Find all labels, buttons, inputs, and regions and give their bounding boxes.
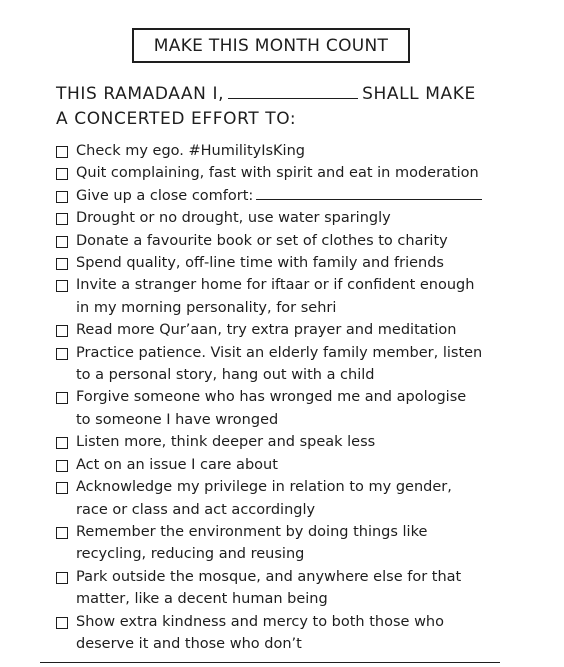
checklist-item-text	[76, 207, 391, 229]
checklist-item	[56, 252, 526, 274]
checklist-item-text	[76, 566, 461, 611]
pledge-line-2: A CONCERTED EFFORT TO:	[56, 109, 297, 129]
checklist-item-label: deserve it and those who don’t	[76, 635, 302, 652]
checklist-item-line	[76, 207, 391, 229]
checklist-item	[56, 140, 526, 162]
checkbox[interactable]	[56, 168, 68, 180]
checklist-item-text	[76, 252, 444, 274]
checklist-item-label: Practice patience. Visit an elderly family member, listen	[76, 344, 483, 361]
checklist-item-text	[76, 274, 474, 319]
checklist-item-label: Read more Qur’aan, try extra prayer and meditation	[76, 322, 457, 339]
checklist-item-line	[76, 319, 456, 341]
checklist-item-label: to someone I have wronged	[76, 411, 279, 428]
checklist-item-text	[76, 476, 452, 521]
checklist	[56, 140, 526, 655]
checklist-item-text	[76, 319, 456, 341]
checklist-item-label: race or class and act accordingly	[76, 501, 316, 518]
checkbox[interactable]	[56, 146, 68, 158]
checkbox[interactable]	[56, 213, 68, 225]
pledge-end: SHALL MAKE	[362, 84, 476, 104]
checklist-item-label: Show extra kindness and mercy to both those who	[76, 613, 444, 630]
checklist-item	[56, 207, 526, 229]
checklist-item-label: Forgive someone who has wronged me and apologise	[76, 389, 467, 406]
checklist-item	[56, 566, 526, 611]
checkbox[interactable]	[56, 236, 68, 248]
checklist-item-line	[76, 431, 375, 453]
checklist-item-text	[76, 342, 482, 387]
checklist-item-label: Spend quality, off-line time with family and friends	[76, 255, 444, 272]
checklist-item-line	[76, 566, 461, 588]
checklist-item	[56, 476, 526, 521]
page-title: MAKE THIS MONTH COUNT	[153, 35, 389, 56]
checkbox[interactable]	[56, 460, 68, 472]
checkbox[interactable]	[56, 392, 68, 404]
checkbox[interactable]	[56, 482, 68, 494]
checklist-item-line	[76, 162, 479, 184]
checklist-item-label: matter, like a decent human being	[76, 591, 328, 608]
checklist-item	[56, 431, 526, 453]
checkbox[interactable]	[56, 527, 68, 539]
checklist-item	[56, 521, 526, 566]
checklist-item-label: Donate a favourite book or set of clothes to charity	[76, 232, 448, 249]
checklist-item-text	[76, 611, 444, 656]
checklist-item-label: to a personal story, hang out with a child	[76, 367, 375, 384]
checklist-item	[56, 454, 526, 476]
checklist-item-line	[76, 611, 444, 633]
checklist-item-line	[76, 409, 466, 431]
checklist-item-label: Give up a close comfort:	[76, 187, 254, 204]
checklist-item-label: Remember the environment by doing things like	[76, 523, 428, 540]
checklist-item-line	[76, 230, 448, 252]
checklist-item	[56, 185, 526, 207]
checklist-item-line	[76, 543, 427, 565]
checklist-item-line	[76, 252, 444, 274]
name-blank-field[interactable]	[228, 82, 358, 99]
checklist-item-text	[76, 140, 305, 162]
checklist-item-line	[76, 386, 466, 408]
checklist-item-text	[76, 431, 375, 453]
checklist-item-text	[76, 521, 427, 566]
checklist-item	[56, 611, 526, 656]
checklist-item-line	[76, 454, 278, 476]
checklist-item-line	[76, 185, 482, 207]
checklist-item-line	[76, 633, 444, 655]
footer-divider	[40, 662, 500, 663]
checklist-item	[56, 274, 526, 319]
checkbox[interactable]	[56, 572, 68, 584]
checklist-item	[56, 386, 526, 431]
checklist-item-line	[76, 274, 474, 296]
checklist-item-label: Acknowledge my privilege in relation to my gender,	[76, 479, 452, 496]
checklist-item-label: Park outside the mosque, and anywhere else for that	[76, 568, 462, 585]
checklist-item	[56, 319, 526, 341]
pledge-heading	[56, 82, 516, 132]
checklist-item-label: Act on an issue I care about	[76, 456, 278, 473]
checklist-item-label: recycling, reducing and reusing	[76, 546, 305, 563]
checkbox[interactable]	[56, 258, 68, 270]
checklist-item-text	[76, 230, 448, 252]
checklist-item	[56, 162, 526, 184]
checklist-item-line	[76, 499, 452, 521]
checkbox[interactable]	[56, 325, 68, 337]
comfort-blank-field[interactable]	[256, 185, 482, 200]
checklist-item-line	[76, 297, 474, 319]
checklist-item-text	[76, 185, 482, 207]
checklist-item-line	[76, 588, 461, 610]
pledge-line-1	[56, 82, 516, 107]
checklist-item-label: Check my ego. #HumilityIsKing	[76, 143, 305, 159]
checklist-item-label: Invite a stranger home for iftaar or if confident enough	[76, 277, 475, 294]
checklist-item-label: Quit complaining, fast with spirit and eat in moderation	[76, 165, 479, 182]
checklist-item-line	[76, 140, 305, 162]
checkbox[interactable]	[56, 617, 68, 629]
checklist-item-line	[76, 476, 452, 498]
checklist-item-label: Listen more, think deeper and speak less	[76, 434, 376, 451]
checklist-item	[56, 342, 526, 387]
checkbox[interactable]	[56, 280, 68, 292]
checklist-item-text	[76, 162, 479, 184]
checklist-item-line	[76, 521, 427, 543]
checklist-item-label: Drought or no drought, use water sparingly	[76, 210, 391, 227]
checkbox[interactable]	[56, 191, 68, 203]
checklist-item-line	[76, 364, 482, 386]
title-box	[132, 28, 410, 63]
checkbox[interactable]	[56, 437, 68, 449]
checklist-item-text	[76, 386, 466, 431]
checklist-item-line	[76, 342, 482, 364]
pledge-start: THIS RAMADAAN I,	[56, 84, 225, 104]
checklist-item-label: in my morning personality, for sehri	[76, 299, 337, 316]
checkbox[interactable]	[56, 348, 68, 360]
checklist-item-text	[76, 454, 278, 476]
checklist-item	[56, 230, 526, 252]
